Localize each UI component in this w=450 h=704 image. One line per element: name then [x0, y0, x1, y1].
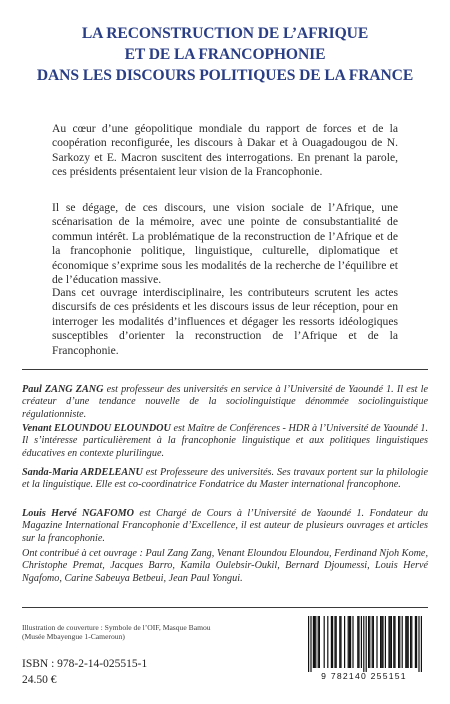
author-description: est Chargé de Cours à l’Université de Yaoundé 1. Fondateur du Magazine International Francophonie d’Excellence, il est auteur de plusieurs ouvrages et articles sur la francophonie. — [22, 508, 429, 544]
barcode-bar — [339, 616, 340, 668]
barcode-bar — [415, 616, 416, 668]
barcode-bar — [421, 616, 422, 672]
author-description: est Maître de Conférences - HDR à l’Université de Yaoundé 1. Il s’intéresse particulièrement à la francophonie linguistique et aux politiques linguistiques éducatives en contexte plurilingue. — [22, 423, 429, 459]
isbn: ISBN : 978-2-14-025515-1 — [22, 658, 148, 670]
barcode-bar — [315, 616, 316, 668]
barcode-bar — [410, 616, 411, 668]
barcode-bars — [300, 614, 428, 672]
barcode-bar — [369, 616, 370, 668]
price: 24.50 € — [22, 674, 57, 686]
barcode-bar — [376, 616, 377, 668]
barcode-bar — [319, 616, 320, 668]
author-bio-ardeleanu — [22, 467, 428, 492]
barcode-bar — [308, 616, 309, 672]
barcode-bar — [344, 616, 345, 668]
barcode-bar — [405, 616, 406, 668]
barcode-bar — [361, 616, 362, 668]
barcode-bar — [380, 616, 381, 668]
barcode-bar — [381, 616, 382, 668]
barcode-bar — [318, 616, 319, 668]
cover-illustration-credit: Illustration de couverture : Symbole de l’OIF, Masque Bamou (Musée Mbayengue 1-Cameroun) — [22, 623, 211, 642]
book-title — [22, 23, 428, 86]
barcode-bar — [373, 616, 374, 668]
barcode-bar — [388, 616, 389, 668]
barcode-bar — [393, 616, 394, 668]
barcode-bar — [399, 616, 400, 668]
author-description: est professeur des universités en service à l’Université de Yaoundé 1. Il est le créateur d’une tendance nouvelle de la sociolinguistique dénommée sociolinguistique régulationniste. — [22, 384, 428, 420]
barcode-bar — [366, 616, 367, 672]
title-line-2: ET DE LA FRANCOPHONIE — [124, 46, 326, 63]
barcode-bar — [324, 616, 325, 668]
author-name: Venant ELOUNDOU ELOUNDOU — [22, 423, 171, 434]
barcode-bar — [350, 616, 351, 668]
barcode-bar — [385, 616, 386, 668]
title-line-3: DANS LES DISCOURS POLITIQUES DE LA FRANCE — [36, 67, 414, 84]
barcode-bar — [358, 616, 359, 668]
author-bio-ngafomo — [22, 508, 428, 545]
barcode-bar — [402, 616, 403, 668]
barcode-bar — [390, 616, 391, 668]
barcode-bar — [357, 616, 358, 668]
barcode-bar — [331, 616, 332, 668]
barcode-bar — [398, 616, 399, 668]
barcode-bar — [310, 616, 311, 672]
barcode-bar — [368, 616, 369, 668]
barcode-bar — [391, 616, 392, 668]
barcode-bar — [336, 616, 337, 668]
barcode-bar — [372, 616, 373, 668]
barcode-bar — [394, 616, 395, 668]
barcode-bar — [418, 616, 419, 672]
barcode — [300, 614, 428, 682]
barcode-bar — [382, 616, 383, 668]
summary-paragraph-3: Dans cet ouvrage interdisciplinaire, les contributeurs scrutent les actes discursifs de ces présidents et les discours issus de leur réception, pour en interroger les modalités d’influences et dégager les ressorts idéologiques susceptibles d’orienter la reconstruction de l’Afrique et de la Francophonie. — [52, 286, 398, 357]
title-line-1: LA RECONSTRUCTION DE L’AFRIQUE — [81, 25, 369, 42]
barcode-bar — [411, 616, 412, 668]
barcode-bar — [363, 616, 364, 672]
barcode-bar — [332, 616, 333, 668]
summary-paragraph-2: Il se dégage, de ces discours, une vision sociale de l’Afrique, une scénarisation de la mémoire, avec une pointe de consubstantialité de commun intérêt. La problématique de la reconstruction de l’Afrique et de la francophonie politique, linguistique, culturelle, diplomatique et économique s’exprime sous les modalités de la recherche de l’équilibre et de l’éducation massive. — [52, 201, 398, 287]
barcode-bar — [340, 616, 341, 668]
divider-bottom — [22, 607, 428, 608]
barcode-digits: 9 782140 255151 — [321, 671, 407, 681]
author-bio-eloundou — [22, 423, 428, 460]
barcode-bar — [314, 616, 315, 668]
barcode-bar — [348, 616, 349, 668]
barcode-bar — [416, 616, 417, 668]
barcode-bar — [408, 616, 409, 668]
contributors-list: Ont contribué à cet ouvrage : Paul Zang Zang, Venant Eloundou Eloundou, Ferdinand Njoh Kome, Christophe Premat, Jacques Barro, Kamila Oulebsir-Oukil, Bernard Djoumessi, Louis Hervé Ngafomo, Carine Sabeuya Betbeui, Jean Paul Yongui. — [22, 548, 428, 584]
author-name: Sanda-Maria ARDELEANU — [22, 467, 143, 478]
barcode-bar — [406, 616, 407, 668]
author-name: Louis Hervé NGAFOMO — [22, 508, 135, 519]
divider-top — [22, 369, 428, 370]
summary-paragraph-1: Au cœur d’une géopolitique mondiale du rapport de forces et de la coopération reconfigurée, les discours à Dakar et à Ouagadougou de N. Sarkozy et E. Macron suscitent des interrogations. En prenant la parole, ces présidents présentaient leur vision de la Francophonie. — [52, 122, 398, 179]
barcode-bar — [352, 616, 353, 668]
author-description: est Professeure des universités. Ses travaux portent sur la philologie et la linguistique. Elle est co-coordinatrice Fondatrice du Master international francophone. — [22, 467, 428, 491]
author-name: Paul ZANG ZANG — [22, 384, 104, 395]
barcode-bar — [334, 616, 335, 668]
author-bio-zang — [22, 384, 428, 421]
barcode-bar — [327, 616, 328, 668]
barcode-bar — [349, 616, 350, 668]
barcode-bar — [313, 616, 314, 668]
